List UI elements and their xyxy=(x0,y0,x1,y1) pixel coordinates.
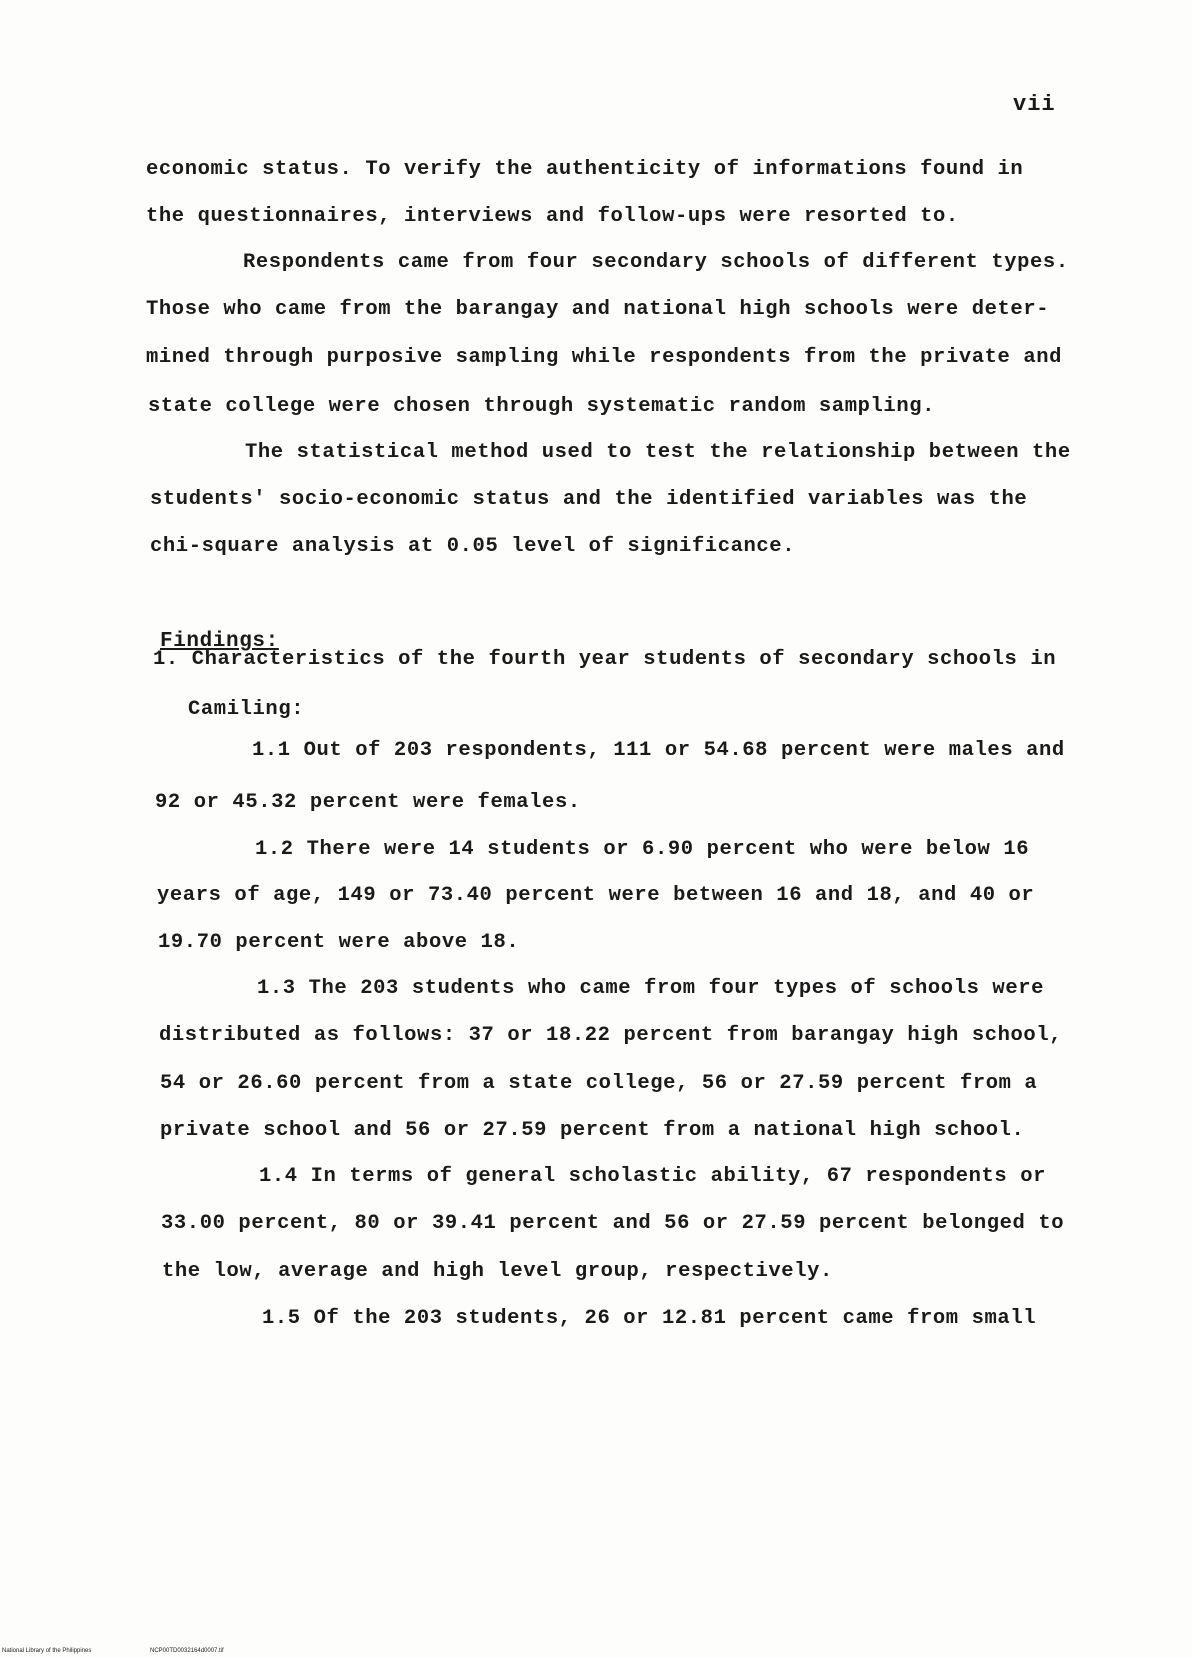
text-line: The statistical method used to test the relationship between the xyxy=(245,441,1071,464)
text-line: state college were chosen through systematic random sampling. xyxy=(148,395,936,418)
text-line: the low, average and high level group, respectively. xyxy=(162,1260,833,1283)
text-line: Those who came from the barangay and national high schools were deter- xyxy=(146,298,1050,321)
text-line: Respondents came from four secondary schools of different types. xyxy=(243,251,1069,274)
findings-heading: Findings: xyxy=(160,630,279,653)
text-line: 33.00 percent, 80 or 39.41 percent and 56 or 27.59 percent belonged to xyxy=(161,1212,1065,1235)
text-line: 1.5 Of the 203 students, 26 or 12.81 percent came from small xyxy=(262,1307,1037,1330)
text-line: 1.3 The 203 students who came from four types of schools were xyxy=(257,977,1045,1000)
text-line: years of age, 149 or 73.40 percent were between 16 and 18, and 40 or xyxy=(157,884,1035,907)
text-line: 1.1 Out of 203 respondents, 111 or 54.68 percent were males and xyxy=(252,739,1065,762)
text-line: economic status. To verify the authenticity of informations found in xyxy=(146,158,1024,181)
text-line: private school and 56 or 27.59 percent from a national high school. xyxy=(160,1119,1025,1142)
text-line: 19.70 percent were above 18. xyxy=(158,931,520,954)
text-line: Camiling: xyxy=(188,698,305,721)
text-line: mined through purposive sampling while respondents from the private and xyxy=(146,346,1063,369)
text-line: chi-square analysis at 0.05 level of significance. xyxy=(150,535,796,558)
text-line: distributed as follows: 37 or 18.22 percent from barangay high school, xyxy=(159,1024,1063,1047)
footer-code: NCP00TD0032164d0007.tif xyxy=(150,1648,224,1654)
text-line: 1. Characteristics of the fourth year students of secondary schools in xyxy=(153,648,1057,671)
text-line: 92 or 45.32 percent were females. xyxy=(155,791,581,814)
text-line: students' socio-economic status and the identified variables was the xyxy=(150,488,1028,511)
text-line: 1.2 There were 14 students or 6.90 percent who were below 16 xyxy=(255,838,1030,861)
page-number: vii xyxy=(1013,92,1056,117)
text-line: 54 or 26.60 percent from a state college, 56 or 27.59 percent from a xyxy=(160,1072,1038,1095)
text-line: the questionnaires, interviews and follow-ups were resorted to. xyxy=(146,205,959,228)
footer-library: National Library of the Philippines xyxy=(2,1648,92,1654)
text-line: 1.4 In terms of general scholastic ability, 67 respondents or xyxy=(259,1165,1047,1188)
